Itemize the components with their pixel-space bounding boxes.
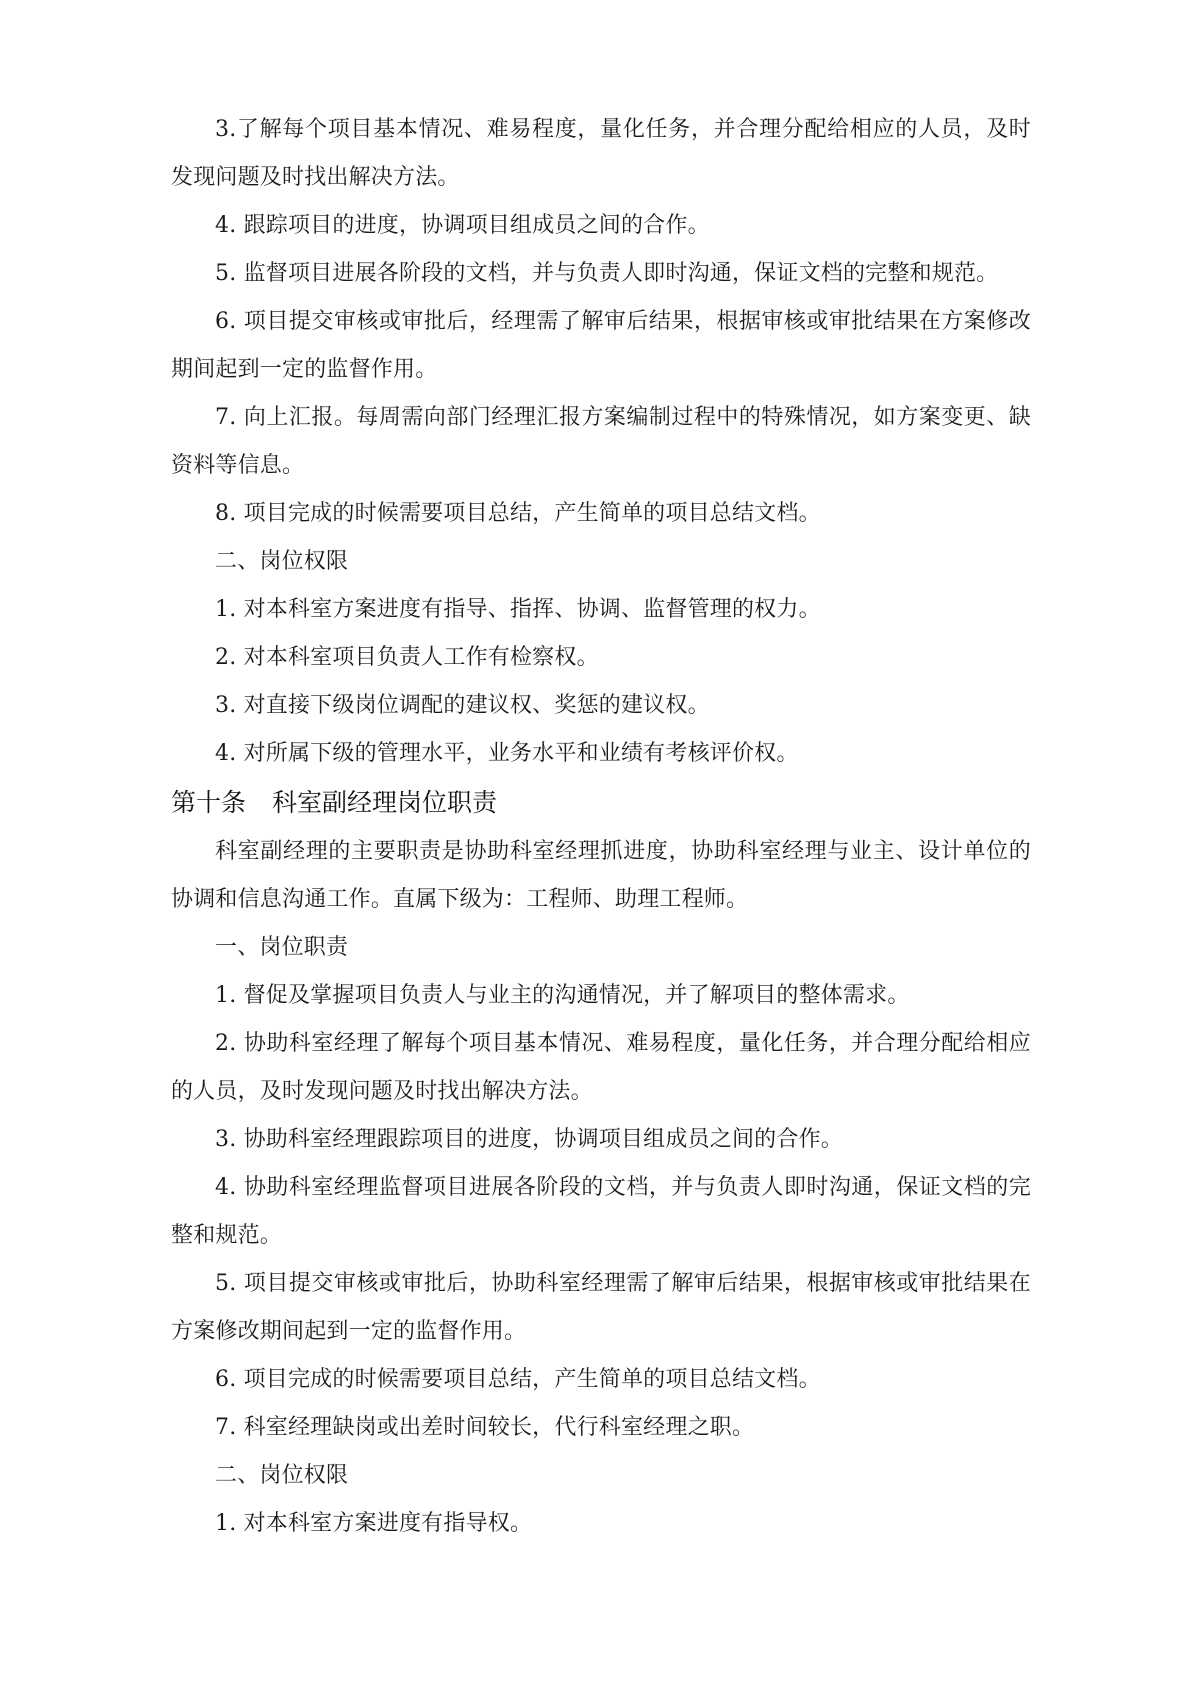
paragraph: 4. 跟踪项目的进度，协调项目组成员之间的合作。 xyxy=(215,213,710,238)
paragraph: 3. 对直接下级岗位调配的建议权、奖惩的建议权。 xyxy=(215,693,710,718)
paragraph: 4. 对所属下级的管理水平，业务水平和业绩有考核评价权。 xyxy=(215,741,799,766)
paragraph: 7. 科室经理缺岗或出差时间较长，代行科室经理之职。 xyxy=(215,1415,755,1440)
article-heading xyxy=(171,778,1031,828)
paragraph: 科室副经理的主要职责是协助科室经理抓进度，协助科室经理与业主、设计单位的协调和信息沟通工作。直属下级为：工程师、助理工程师。 xyxy=(171,839,1031,912)
paragraph: 1. 对本科室方案进度有指导、指挥、协调、监督管理的权力。 xyxy=(215,597,821,622)
article-title: 科室副经理岗位职责 xyxy=(272,788,498,817)
paragraph: 7. 向上汇报。每周需向部门经理汇报方案编制过程中的特殊情况，如方案变更、缺资料等信息。 xyxy=(171,405,1031,478)
paragraph: 4. 协助科室经理监督项目进展各阶段的文档，并与负责人即时沟通，保证文档的完整和规范。 xyxy=(171,1175,1031,1248)
paragraph: 6. 项目提交审核或审批后，经理需了解审后结果，根据审核或审批结果在方案修改期间起到一定的监督作用。 xyxy=(171,309,1031,382)
document-body xyxy=(171,106,1031,1548)
paragraph: 3.了解每个项目基本情况、难易程度，量化任务，并合理分配给相应的人员，及时发现问题及时找出解决方法。 xyxy=(171,117,1031,190)
paragraph: 2. 协助科室经理了解每个项目基本情况、难易程度，量化任务，并合理分配给相应的人员，及时发现问题及时找出解决方法。 xyxy=(171,1031,1031,1104)
paragraph: 3. 协助科室经理跟踪项目的进度，协调项目组成员之间的合作。 xyxy=(215,1127,843,1152)
section-subheading: 二、岗位权限 xyxy=(215,549,349,574)
section-subheading: 一、岗位职责 xyxy=(215,935,349,960)
paragraph: 8. 项目完成的时候需要项目总结，产生简单的项目总结文档。 xyxy=(215,501,821,526)
article-number: 第十条 xyxy=(171,788,247,817)
paragraph: 2. 对本科室项目负责人工作有检察权。 xyxy=(215,645,599,670)
paragraph: 1. 对本科室方案进度有指导权。 xyxy=(215,1511,533,1536)
paragraph: 6. 项目完成的时候需要项目总结，产生简单的项目总结文档。 xyxy=(215,1367,821,1392)
paragraph: 5. 监督项目进展各阶段的文档，并与负责人即时沟通，保证文档的完整和规范。 xyxy=(215,261,999,286)
paragraph: 1. 督促及掌握项目负责人与业主的沟通情况，并了解项目的整体需求。 xyxy=(215,983,910,1008)
paragraph: 5. 项目提交审核或审批后，协助科室经理需了解审后结果，根据审核或审批结果在方案修改期间起到一定的监督作用。 xyxy=(171,1271,1031,1344)
section-subheading: 二、岗位权限 xyxy=(215,1463,349,1488)
